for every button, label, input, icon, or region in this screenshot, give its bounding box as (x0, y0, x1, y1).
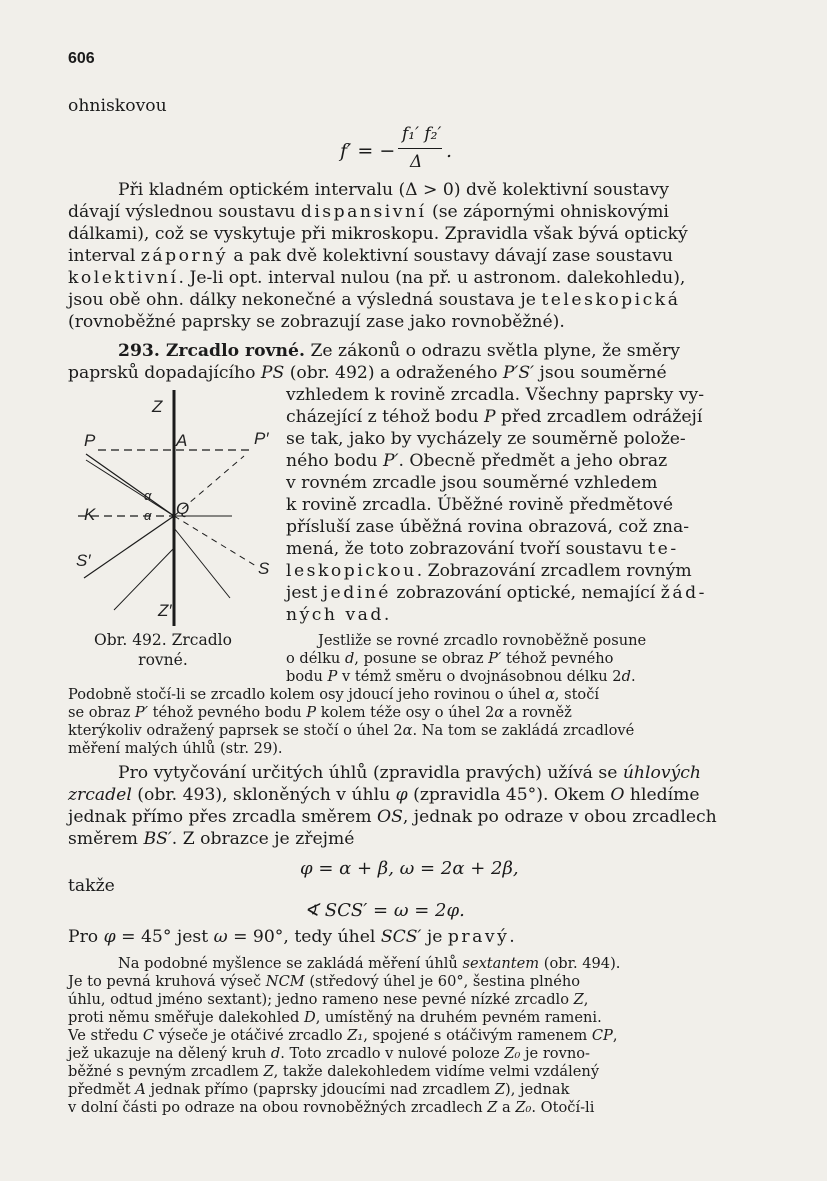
section-line: ného bodu P′. Obecně předmět a jeho obraz (286, 451, 668, 471)
fig-label-alpha-2: α (144, 508, 152, 523)
small2-line: běžné s pevným zrcadlem Z, takže dalekohledem vidíme velmi vzdálený (68, 1063, 600, 1080)
para2-line: zrcadel (obr. 493), skloněných v úhlu φ (zpravidla 45°). Okem O hledíme (68, 785, 700, 805)
para1-line: dálkami), což se vyskytuje při mikroskopu. Zpravidla však bývá optický (68, 224, 688, 244)
small2-line: Na podobné myšlence se zakládá měření úhlů sextantem (obr. 494). (118, 955, 621, 972)
reflected-ray (84, 516, 174, 578)
equation-scs: ∢ SCS′ = ω = 2φ. (304, 900, 465, 921)
fig-label-z-prime: Z′ (158, 601, 172, 620)
small-line: měření malých úhlů (str. 29). (68, 740, 283, 757)
para1-line: jsou obě ohn. dálky nekonečné a výsledná soustava je teleskopická (68, 290, 681, 310)
section-line: mená, že toto zobrazování tvoří soustavu te- (286, 539, 679, 559)
formula-denominator: Δ (410, 152, 423, 172)
small-line: o délku d, posune se obraz P′ téhož pevného (286, 650, 614, 667)
small-line: Podobně stočí-li se zrcadlo kolem osy jdoucí jeho rovinou o úhel α, stočí (68, 686, 600, 703)
section-line: paprsků dopadajícího PS (obr. 492) a odraženého P′S′ jsou souměrné (68, 363, 667, 383)
incident-ray-2 (86, 460, 174, 516)
page-number: 606 (68, 50, 95, 67)
fig-label-p-prime: P′ (254, 429, 269, 448)
formula-numerator: f₁′ f₂′ (402, 124, 442, 144)
para1-line: interval záporný a pak dvě kolektivní soustavy dávají zase soustavu (68, 246, 673, 266)
ray-to-s (174, 528, 230, 598)
para1-line: dávají výslednou soustavu dispansivní (se zápornými ohniskovými (68, 202, 669, 222)
fig-label-k: K (84, 505, 96, 524)
small2-line: úhlu, odtud jméno sextant); jedno rameno nese pevné nízké zrcadlo Z, (68, 991, 589, 1008)
fig-label-s: S (258, 559, 270, 578)
section-line: k rovině zrcadla. Úběžné rovině předmětové (286, 495, 674, 515)
virtual-ray-2 (174, 516, 256, 566)
figure-492-plane-mirror (74, 388, 284, 638)
para1-line: (rovnoběžné paprsky se zobrazují zase jako rovnoběžné). (68, 312, 565, 332)
small2-line: proti němu směřuje dalekohled D, umístěný na druhém pevném rameni. (68, 1009, 602, 1026)
formula-lhs: f′ = − (340, 140, 396, 162)
small2-line: v dolní části po odraze na obou rovnoběžných zrcadlech Z a Z₀. Otočí-li (68, 1099, 595, 1116)
fig-label-q: Q (176, 499, 190, 518)
small-line: bodu P v témž směru o dvojnásobnou délku 2d. (286, 668, 636, 685)
figure-caption: Obr. 492. Zrcadlo rovné. (94, 631, 232, 669)
section-line: ných vad. (286, 605, 392, 625)
formula-end: . (446, 140, 453, 162)
section-line: se tak, jako by vycházely ze souměrně polože- (286, 429, 686, 449)
small-line: Jestliže se rovné zrcadlo rovnoběžně posune (318, 632, 647, 649)
fig-label-s-prime: S′ (76, 551, 91, 570)
para1-line: Při kladném optickém intervalu (Δ > 0) dvě kolektivní soustavy (118, 180, 669, 200)
small-line: se obraz P′ téhož pevného bodu P kolem téže osy o úhel 2α a rovněž (68, 704, 572, 721)
para2-line: Pro φ = 45° jest ω = 90°, tedy úhel SCS′ je pravý. (68, 927, 515, 947)
focal-length-formula (340, 120, 500, 180)
section-line: jest jediné zobrazování optické, nemající žád- (286, 583, 707, 603)
fig-label-alpha-1: α (144, 488, 152, 503)
section-heading: 293. Zrcadlo rovné. (118, 341, 305, 361)
fig-label-a: A (176, 431, 188, 450)
para1-line: kolektivní. Je-li opt. interval nulou (na př. u astronom. dalekohledu), (68, 268, 686, 288)
section-line: leskopickou. Zobrazování zrcadlem rovným (286, 561, 692, 581)
para2-line: jednak přímo přes zrcadla směrem OS, jednak po odraze v obou zrcadlech (68, 807, 717, 827)
fig-label-p: P (84, 431, 96, 450)
equation-angles: φ = α + β, ω = 2α + 2β, (300, 858, 519, 879)
para2-line: Pro vytyčování určitých úhlů (zpravidla pravých) užívá se úhlových (118, 763, 701, 783)
small2-line: Ve středu C výseče je otáčivé zrcadlo Z₁, spojené s otáčivým ramenem CP, (68, 1027, 618, 1044)
fig-label-z: Z (152, 397, 163, 416)
section-heading-line: 293. Zrcadlo rovné. Ze zákonů o odrazu světla plyne, že směry (118, 341, 680, 361)
section-line: přísluší zase úběžná rovina obrazová, což zna- (286, 517, 690, 537)
section-line: vzhledem k rovině zrcadla. Všechny paprsky vy- (286, 385, 705, 405)
section-line: cházející z téhož bodu P před zrcadlem odrážejí (286, 407, 703, 427)
intro-word: ohniskovou (68, 96, 167, 116)
para2-line: směrem BS′. Z obrazce je zřejmé (68, 829, 355, 849)
word-takze: takže (68, 876, 115, 896)
small2-line: jež ukazuje na dělený kruh d. Toto zrcadlo v nulové poloze Z₀ je rovno- (68, 1045, 590, 1062)
section-line: v rovném zrcadle jsou souměrné vzhledem (286, 473, 658, 493)
fraction-bar (398, 148, 442, 149)
small-line: kterýkoliv odražený paprsek se stočí o úhel 2α. Na tom se zakládá zrcadlové (68, 722, 635, 739)
small2-line: Je to pevná kruhová výseč NCM (středový úhel je 60°, šestina plného (68, 973, 581, 990)
small2-line: předmět A jednak přímo (paprsky jdoucími nad zrcadlem Z), jednak (68, 1081, 570, 1098)
incident-ray (86, 454, 174, 516)
